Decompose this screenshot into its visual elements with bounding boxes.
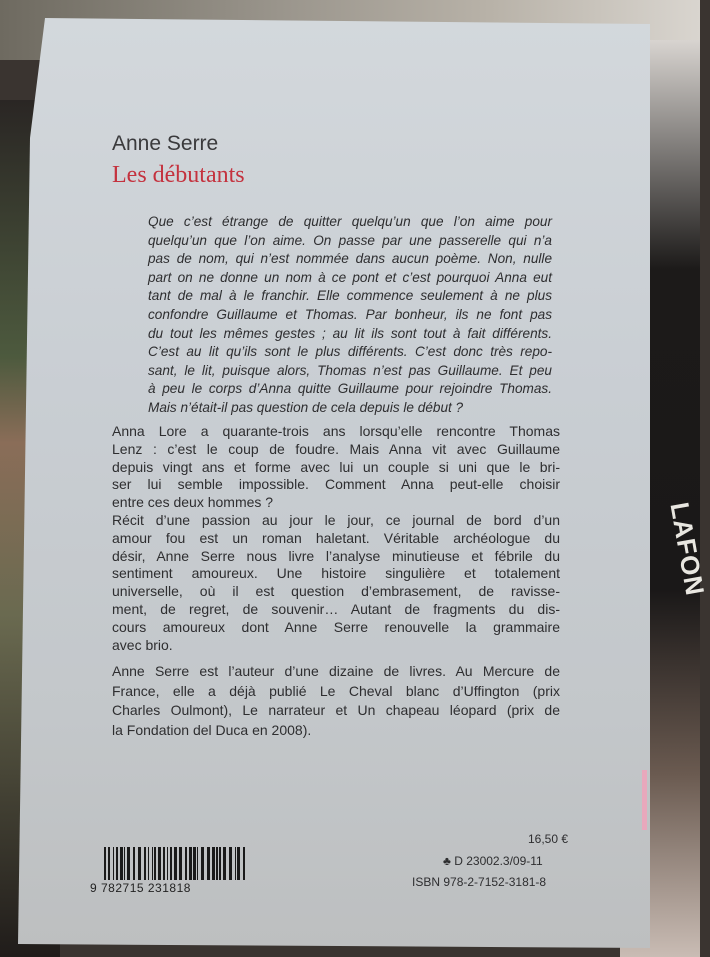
barcode-bar: [124, 847, 125, 880]
text-line: la Fondation del Duca en 2008).: [112, 721, 312, 738]
barcode-bar: [237, 847, 240, 880]
text-line: confondre Guillaume et Thomas. Par bonheur, ils ne font pas: [148, 306, 552, 322]
barcode-bar: [148, 847, 149, 880]
barcode-bar: [104, 847, 106, 880]
barcode-bar: [189, 847, 192, 880]
text-line: Que c’est étrange de quitter quelqu’un que l’on aime pour: [148, 214, 552, 229]
side-book-logo: LAFON: [664, 500, 710, 599]
text-line: tant de mal à le franchir. Elle commence seulement à ne plus: [148, 288, 552, 304]
publisher-code: [443, 854, 543, 868]
barcode-bar: [185, 847, 187, 880]
author-bio-paragraph: [112, 662, 560, 740]
barcode-bar: [212, 847, 215, 880]
text-line: à peu le corps d’Anna quitte Guillaume pour rejoindre Thomas.: [148, 381, 552, 397]
text-line: ser lui semble impossible. Comment Anna peut-elle choisir: [112, 476, 560, 493]
barcode-bar: [163, 847, 165, 880]
text-line: cours amoureux dont Anne Serre renouvelle la grammaire: [112, 618, 560, 635]
text-line: Récit d’une passion au jour le jour, ce journal de bord d’un: [112, 511, 560, 528]
text-line: sant, le lit, puisque alors, Thomas n’est pas Guillaume. Et peu: [148, 362, 552, 378]
barcode-bar: [116, 847, 118, 880]
barcode-bar: [207, 847, 210, 880]
text-line: Mais n’était-il pas question de cela depuis le début ?: [148, 399, 464, 415]
barcode-bar: [144, 847, 146, 880]
price: 16,50 €: [528, 832, 569, 846]
barcode-bar: [120, 847, 123, 880]
text-line: universelle, où il est question d’embrasement, de ravisse-: [112, 583, 560, 600]
barcode: [104, 847, 244, 880]
excerpt-paragraph: [148, 213, 552, 418]
text-line: Anne Serre est l’auteur d’une dizaine de livres. Au Mercure de: [112, 663, 560, 679]
text-line: ment, de regret, de souvenir… Autant de fragments du dis-: [112, 600, 560, 617]
author-name: Anne Serre: [112, 132, 219, 155]
barcode-bar: [219, 847, 221, 880]
text-line: Lenz : c’est le coup de foudre. Mais Anna vit avec Guillaume: [112, 440, 560, 457]
text-line: désir, Anne Serre nous livre l’analyse minutieuse et fébrile du: [112, 547, 560, 564]
isbn: ISBN 978-2-7152-3181-8: [412, 875, 547, 889]
barcode-bar: [174, 847, 177, 880]
barcode-bar: [167, 847, 168, 880]
barcode-bar: [138, 847, 141, 880]
summary-paragraph: [112, 423, 560, 654]
barcode-bar: [223, 847, 226, 880]
barcode-bar: [154, 847, 156, 880]
text-line: entre ces deux hommes ?: [112, 494, 274, 511]
barcode-bar: [170, 847, 172, 880]
barcode-bar: [216, 847, 218, 880]
barcode-bar: [201, 847, 204, 880]
barcode-number: 9 782715 231818: [90, 881, 191, 895]
text-line: pas de nom, qui n’est nommée dans aucun poème. Non, nulle: [148, 251, 552, 267]
barcode-bar: [113, 847, 114, 880]
publisher-logo-icon: ♣: [443, 854, 455, 868]
barcode-bar: [158, 847, 161, 880]
text-line: du tout les mêmes gestes ; au lit ils sont tout à fait différents.: [148, 325, 552, 341]
barcode-bar: [235, 847, 236, 880]
text-line: C’est au lit qu’ils sont le plus différents. C’est donc très repo-: [148, 344, 552, 360]
book-title: Les débutants: [112, 162, 245, 188]
text-line: Anna Lore a quarante-trois ans lorsqu’elle rencontre Thomas: [112, 423, 560, 439]
barcode-bar: [152, 847, 153, 880]
text-line: France, elle a déjà publié Le Cheval blanc d’Uffington (prix: [112, 682, 560, 699]
barcode-bar: [133, 847, 135, 880]
text-line: sentiment amoureux. Une histoire singulière et totalement: [112, 565, 560, 582]
cover-edge: [642, 770, 647, 830]
text-line: depuis vingt ans et forme avec lui un couple si uni que le bri-: [112, 458, 560, 475]
text-line: amour fou est un roman haletant. Véritable archéologue du: [112, 529, 560, 546]
barcode-bar: [179, 847, 182, 880]
barcode-bar: [197, 847, 198, 880]
barcode-bar: [108, 847, 110, 880]
text-line: quelqu’un que l’on aime. On passe par une passerelle qui n’a: [148, 232, 552, 248]
text-line: part on ne donne un nom à ce pont et c’est pourquoi Anna eut: [148, 269, 552, 285]
text-line: Charles Oulmont), Le narrateur et Un chapeau léopard (prix de: [112, 702, 560, 718]
barcode-bar: [243, 847, 245, 880]
publisher-code-text: D 23002.3/09-11: [454, 854, 543, 868]
barcode-bar: [193, 847, 196, 880]
barcode-bar: [229, 847, 232, 880]
text-line: avec brio.: [112, 636, 173, 653]
barcode-bar: [127, 847, 130, 880]
